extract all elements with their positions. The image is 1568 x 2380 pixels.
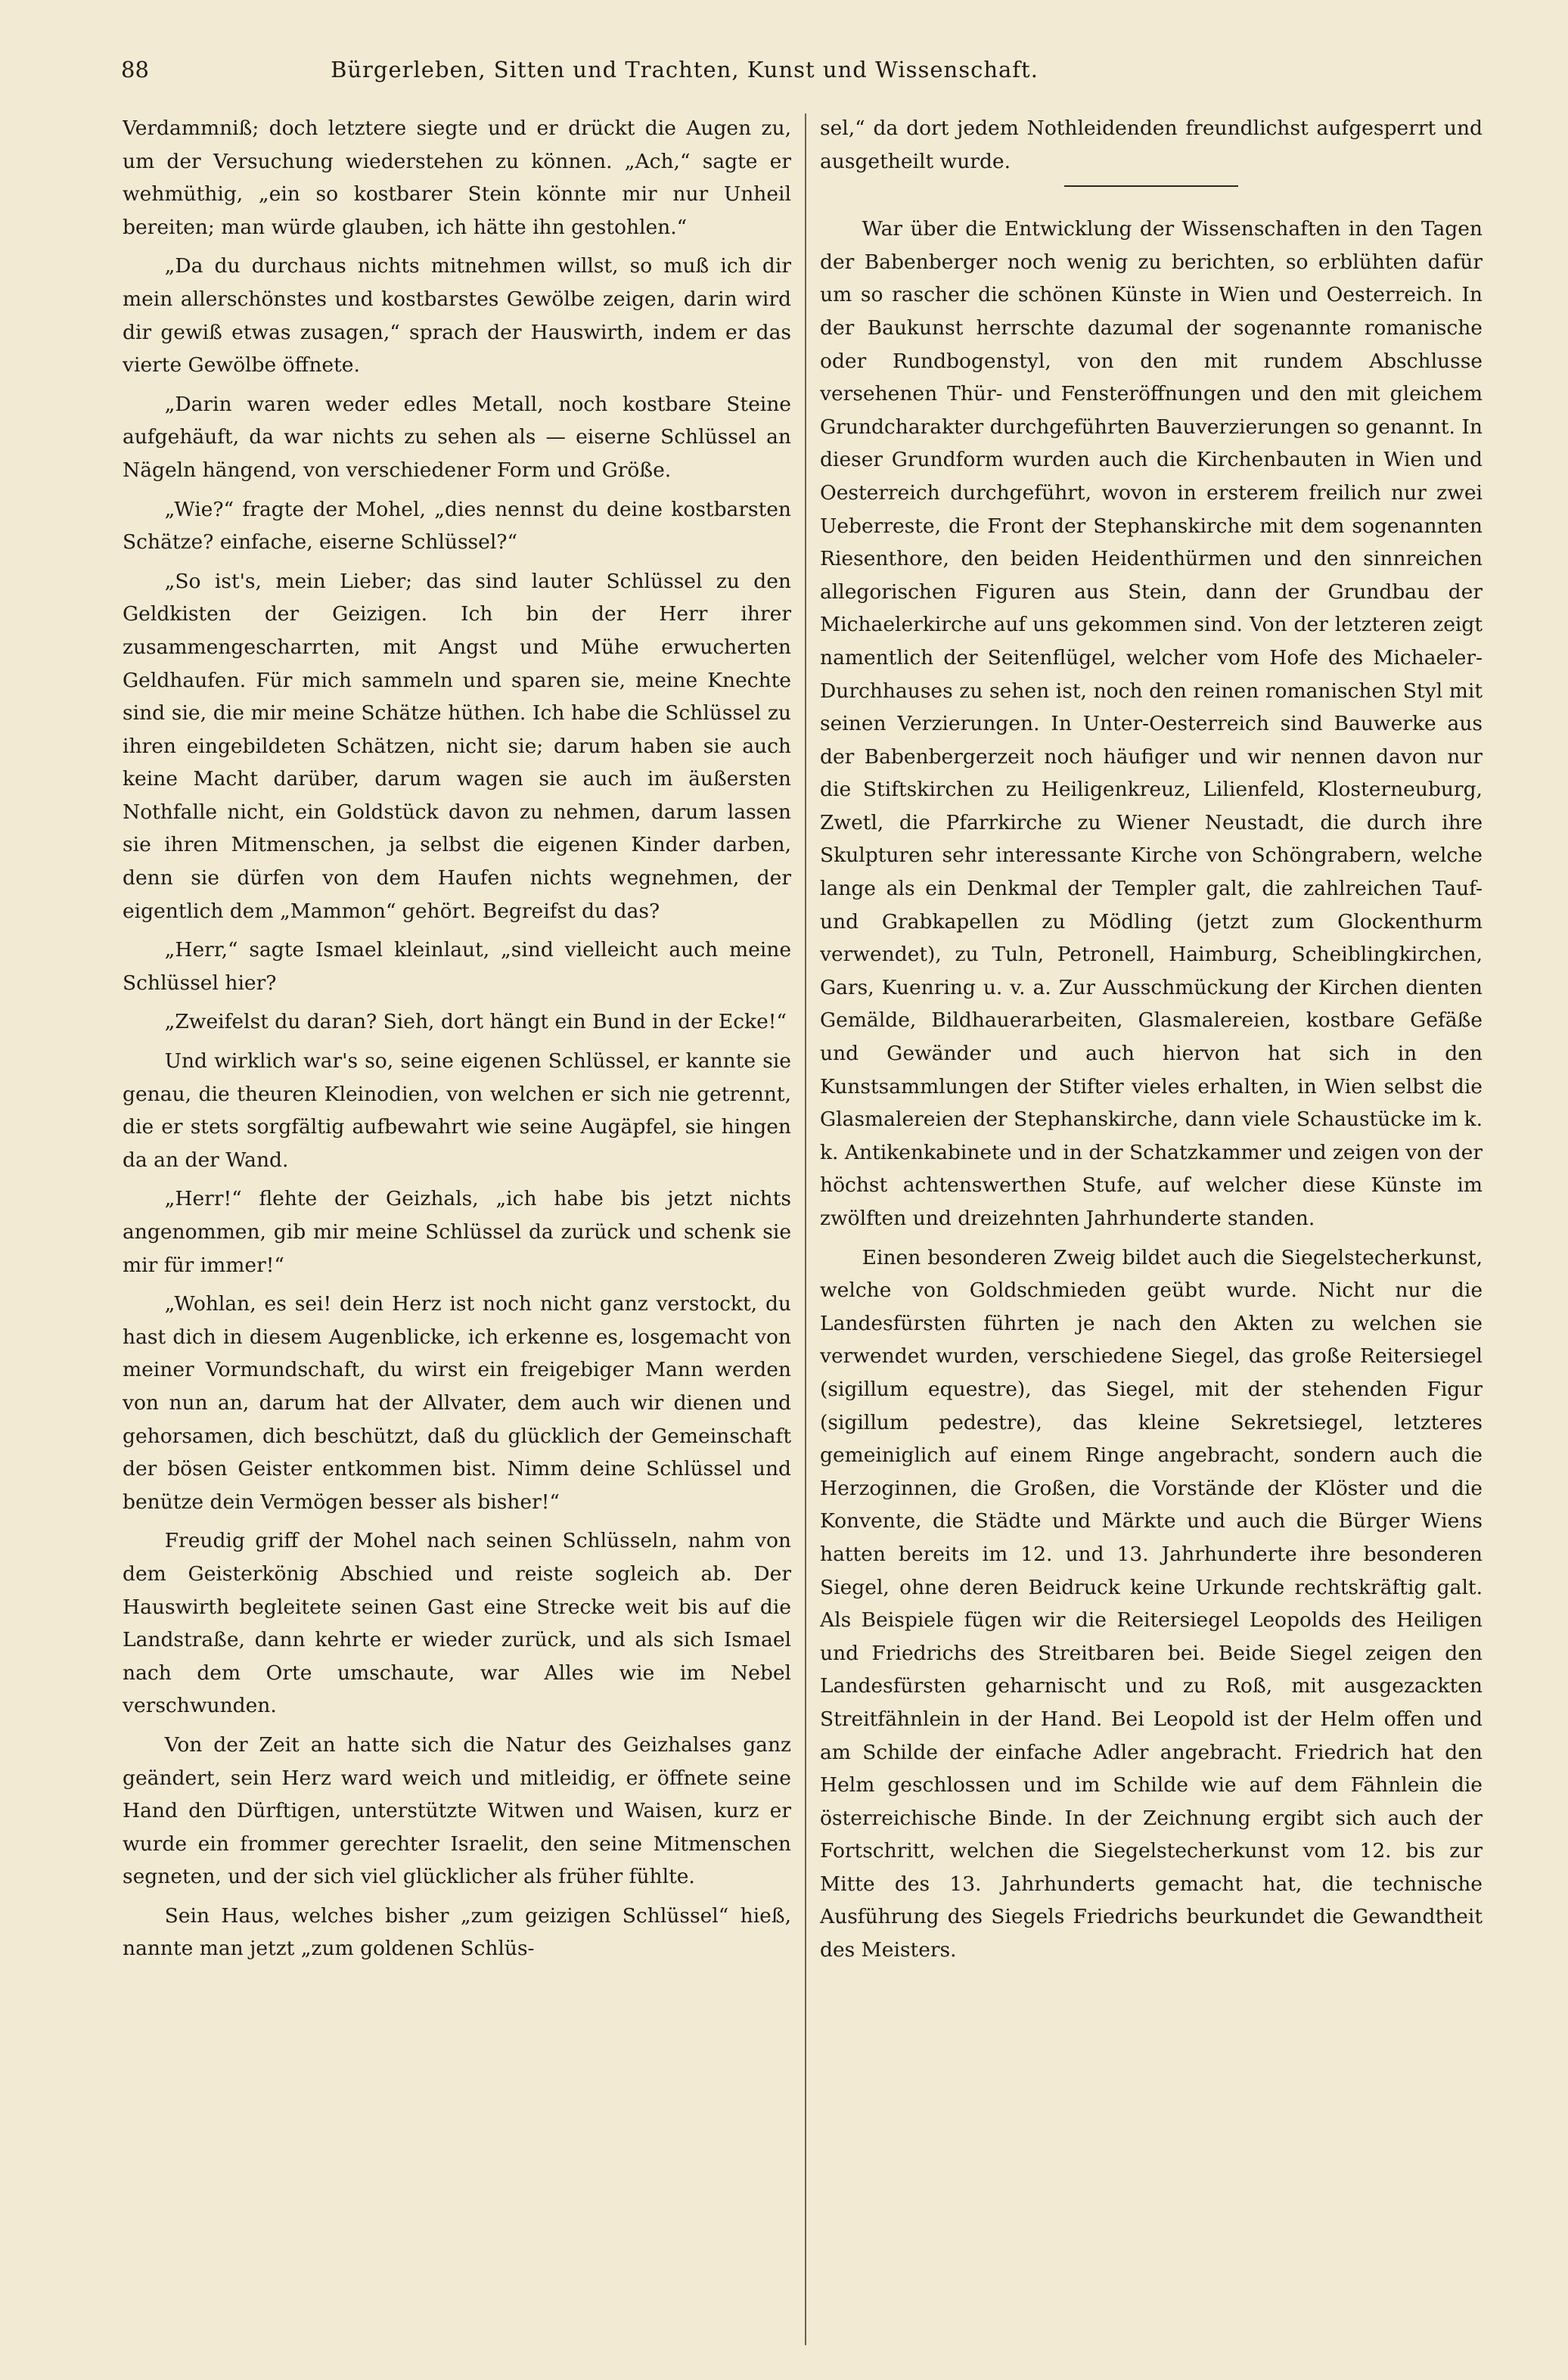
right-column [820,112,1483,2351]
paragraph: „Zweifelst du daran? Sieh, dort hängt ein Bund in der Ecke!“ [164,1010,787,1034]
paragraph: Sein Haus, welches bisher „zum geizigen Schlüssel“ hieß, nannte man jetzt „zum goldenen Schlüs- [123,1903,791,1961]
paragraph: „Herr,“ sagte Ismael kleinlaut, „sind vielleicht auch meine Schlüssel hier? [123,938,791,995]
paragraph-continuation: sel,“ da dort jedem Nothleidenden freundlichst aufgesperrt und ausgetheilt wurde. [820,117,1483,173]
running-title: Bürgerleben, Sitten und Trachten, Kunst und Wissenschaft. [331,57,1039,82]
left-column [123,112,791,2351]
paragraph: „Herr!“ flehte der Geizhals, „ich habe bis jetzt nichts angenommen, gib mir meine Schlüssel da zurück und schenk sie mir für immer!“ [123,1187,791,1277]
paragraph: „Wie?“ fragte der Mohel, „dies nennst du deine kostbarsten Schätze? einfache, eiserne Schlüssel?“ [123,497,791,555]
paragraph: Und wirklich war's so, seine eigenen Schlüssel, er kannte sie genau, die theuren Kleinodien, von welchen er sich nie getrennt, die er stets sorgfältig aufbewahrt wie seine Augäpfel, sie hingen da an der Wand. [123,1049,791,1172]
paragraph: „Da du durchaus nichts mitnehmen willst, so muß ich dir mein allerschönstes und kostbarstes Gewölbe zeigen, darin wird dir gewiß etwas zusagen,“ sprach der Hauswirth, indem er das vierte Gewölbe öffnete. [123,254,791,378]
paragraph: Verdammniß; doch letztere siegte und er drückt die Augen zu, um der Versuchung wiederstehen zu können. „Ach,“ sagte er wehmüthig, „ein so kostbarer Stein könnte mir nur Unheil bereiten; man würde glauben, ich hätte ihn gestohlen.“ [123,117,791,239]
paragraph: Von der Zeit an hatte sich die Natur des Geizhalses ganz geändert, sein Herz ward weich und mitleidig, er öffnete seine Hand den Dürftigen, unterstützte Witwen und Waisen, kurz er wurde ein frommer gerechter Israelit, den seine Mitmenschen segneten, und der sich viel glücklicher als früher fühlte. [123,1732,791,1889]
page-number: 88 [121,57,149,82]
page-header [113,47,1256,92]
paragraph: „Darin waren weder edles Metall, noch kostbare Steine aufgehäuft, da war nichts zu sehen als — eiserne Schlüssel an Nägeln hängend, von verschiedener Form und Größe. [123,392,791,482]
paragraph: Einen besonderen Zweig bildet auch die Siegelstecherkunst, welche von Goldschmieden geübt wurde. Nicht nur die Landesfürsten führten je nach den Akten zu welchen sie verwendet wurden, verschiedene Siegel, das große Reitersiegel (sigillum equestre), das Siegel, mit der stehenden Figur (sigillum pedestre), das kleine Sekretsiegel, letzteres gemeiniglich auf einem Ringe angebracht, sondern auch die Herzoginnen, die Großen, die Vorstände der Klöster und die Konvente, die Städte und Märkte und auch die Bürger Wiens hatten bereits im 12. und 13. Jahrhunderte ihre besonderen Siegel, ohne deren Beidruck keine Urkunde rechtskräftig galt. Als Beispiele fügen wir die Reitersiegel Leopolds des Heiligen und Friedrichs des Streitbaren bei. Beide Siegel zeigen den Landesfürsten geharnischt und zu Roß, mit ausgezackten Streitfähnlein in der Hand. Bei Leopold ist der Helm offen und am Schilde der einfache Adler angebracht. Friedrich hat den Helm geschlossen und im Schilde wie auf dem Fähnlein die österreichische Binde. In der Zeichnung ergibt sich auch der Fortschritt, welchen die Siegelstecherkunst vom 12. bis zur Mitte des 13. Jahrhunderts gemacht hat, die technische Ausführung des Siegels Friedrichs beurkundet die Gewandtheit des Meisters. [820,1245,1483,1962]
section-separator [1064,185,1238,187]
column-divider [805,113,806,2345]
paragraph: War über die Entwicklung der Wissenschaften in den Tagen der Babenberger noch wenig zu berichten, so erblühten dafür um so rascher die schönen Künste in Wien und Oesterreich. In der Baukunst herrschte dazumal der sogenannte romanische oder Rundbogenstyl, von den mit rundem Abschlusse versehenen Thür- und Fensteröffnungen und den mit gleichem Grundcharakter durchgeführten Bauverzierungen so genannt. In dieser Grundform wurden auch die Kirchenbauten in Wien und Oesterreich durchgeführt, wovon in ersterem freilich nur zwei Ueberreste, die Front der Stephanskirche mit dem sogenannten Riesenthore, den beiden Heidenthürmen und den sinnreichen allegorischen Figuren aus Stein, dann der Grundbau der Michaelerkirche auf uns gekommen sind. Von der letzteren zeigt namentlich der Seitenflügel, welcher vom Hofe des Michaeler-Durchhauses zu sehen ist, noch den reinen romanischen Styl mit seinen Verzierungen. In Unter-Oesterreich sind Bauwerke aus der Babenbergerzeit noch häufiger und wir nennen davon nur die Stiftskirchen zu Heiligenkreuz, Lilienfeld, Klosterneuburg, Zwetl, die Pfarrkirche zu Wiener Neustadt, die durch ihre Skulpturen sehr interessante Kirche von Schöngrabern, welche lange als ein Denkmal der Templer galt, die zahlreichen Tauf- und Grabkapellen zu Mödling (jetzt zum Glockenthurm verwendet), zu Tuln, Petronell, Haimburg, Scheiblingkirchen, Gars, Kuenring u. v. a. Zur Ausschmückung der Kirchen dienten Gemälde, Bildhauerarbeiten, Glasmalereien, kostbare Gefäße und Gewänder und auch hiervon hat sich in den Kunstsammlungen der Stifter vieles erhalten, in Wien selbst die Glasmalereien der Stephanskirche, dann viele Schaustücke im k. k. Antikenkabinete und in der Schatzkammer und zeigen von der höchst achtenswerthen Stufe, auf welcher diese Künste im zwölften und dreizehnten Jahrhunderte standen. [820,217,1483,1230]
paragraph: Freudig griff der Mohel nach seinen Schlüsseln, nahm von dem Geisterkönig Abschied und reiste sogleich ab. Der Hauswirth begleitete seinen Gast eine Strecke weit bis auf die Landstraße, dann kehrte er wieder zurück, und als sich Ismael nach dem Orte umschaute, war Alles wie im Nebel verschwunden. [123,1529,791,1718]
paragraph: „Wohlan, es sei! dein Herz ist noch nicht ganz verstockt, du hast dich in diesem Augenblicke, ich erkenne es, losgemacht von meiner Vormundschaft, du wirst ein freigebiger Mann werden von nun an, darum hat der Allvater, dem auch wir dienen und gehorsamen, dich beschützt, daß du glücklich der Gemeinschaft der bösen Geister entkommen bist. Nimm deine Schlüssel und benütze dein Vermögen besser als bisher!“ [123,1292,791,1514]
paragraph: „So ist's, mein Lieber; das sind lauter Schlüssel zu den Geldkisten der Geizigen. Ich bin der Herr ihrer zusammengescharrten, mit Angst und Mühe erwucherten Geldhaufen. Für mich sammeln und sparen sie, meine Knechte sind sie, die mir meine Schätze hüthen. Ich habe die Schlüssel zu ihren eingebildeten Schätzen, nicht sie; darum haben sie auch keine Macht darüber, darum wagen sie auch im äußersten Nothfalle nicht, ein Goldstück davon zu nehmen, darum lassen sie ihren Mitmenschen, ja selbst die eigenen Kinder darben, denn sie dürfen von dem Haufen nichts wegnehmen, der eigentlich dem „Mammon“ gehört. Begreifst du das? [123,569,791,923]
